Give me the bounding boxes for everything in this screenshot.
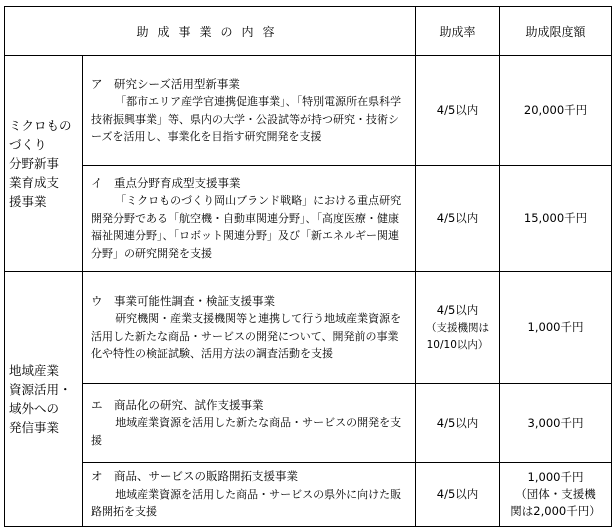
item-i-title: イ 重点分野育成型支援事業 <box>91 175 241 190</box>
subsidy-table <box>4 6 612 527</box>
item-i <box>83 166 416 272</box>
table-row <box>5 463 612 527</box>
table-row <box>5 272 612 384</box>
item-e-limit: 3,000千円 <box>500 384 612 463</box>
item-e-desc: 地域産業資源を活用した新たな商品・サービスの開発を支援 <box>91 416 402 447</box>
item-a-limit: 20,000千円 <box>500 56 612 166</box>
item-e <box>83 384 416 463</box>
item-e-title: エ 商品化の研究、試作支援事業 <box>91 397 264 412</box>
table-row <box>5 384 612 463</box>
table-row <box>5 166 612 272</box>
item-i-desc: 「ミクロものづくり岡山ブランド戦略」における重点研究開発分野である「航空機・自動車関連分野」、「高度医療・健康福祉関連分野」、「ロボット関連分野」及び「新エネルギー関連分野」の研究開発を支援 <box>91 194 402 260</box>
header-rate: 助成率 <box>416 7 500 56</box>
item-u <box>83 272 416 384</box>
header-limit: 助成限度額 <box>500 7 612 56</box>
header-row <box>5 7 612 56</box>
item-o-limit: 1,000千円 （団体・支援機 関は2,000千円） <box>500 463 612 527</box>
category-micro: ミクロもの づくり 分野新事 業育成支 援事業 <box>5 56 83 272</box>
item-a-title: ア 研究シーズ活用型新事業 <box>91 76 240 91</box>
item-a-desc: 「都市エリア産学官連携促進事業」、「特別電源所在県科学技術振興事業」等、県内の大学・公設試等が持つ研究・技術シーズを活用し、事業化を目指す研究開発を支援 <box>91 95 402 143</box>
header-content: 助成事業の内容 <box>5 7 416 56</box>
item-i-limit: 15,000千円 <box>500 166 612 272</box>
item-o <box>83 463 416 527</box>
item-u-title: ウ 事業可能性調査・検証支援事業 <box>91 293 275 308</box>
item-u-rate: 4/5以内 （支援機関は 10/10以内） <box>416 272 500 384</box>
item-e-rate: 4/5以内 <box>416 384 500 463</box>
item-o-title: オ 商品、サービスの販路開拓支援事業 <box>91 469 298 484</box>
item-a <box>83 56 416 166</box>
item-a-rate: 4/5以内 <box>416 56 500 166</box>
item-u-limit: 1,000千円 <box>500 272 612 384</box>
item-u-desc: 研究機関・産業支援機関等と連携して行う地域産業資源を活用した新たな商品・サービスの開発について、開発前の事業化や特性の検証試験、活用方法の調査活動を支援 <box>91 312 402 360</box>
item-o-desc: 地域産業資源を活用した商品・サービスの県外に向けた販路開拓を支援 <box>91 487 402 519</box>
category-regional: 地域産業 資源活用・ 域外への 発信事業 <box>5 272 83 527</box>
item-i-rate: 4/5以内 <box>416 166 500 272</box>
item-o-rate: 4/5以内 <box>416 463 500 527</box>
table-row <box>5 56 612 166</box>
